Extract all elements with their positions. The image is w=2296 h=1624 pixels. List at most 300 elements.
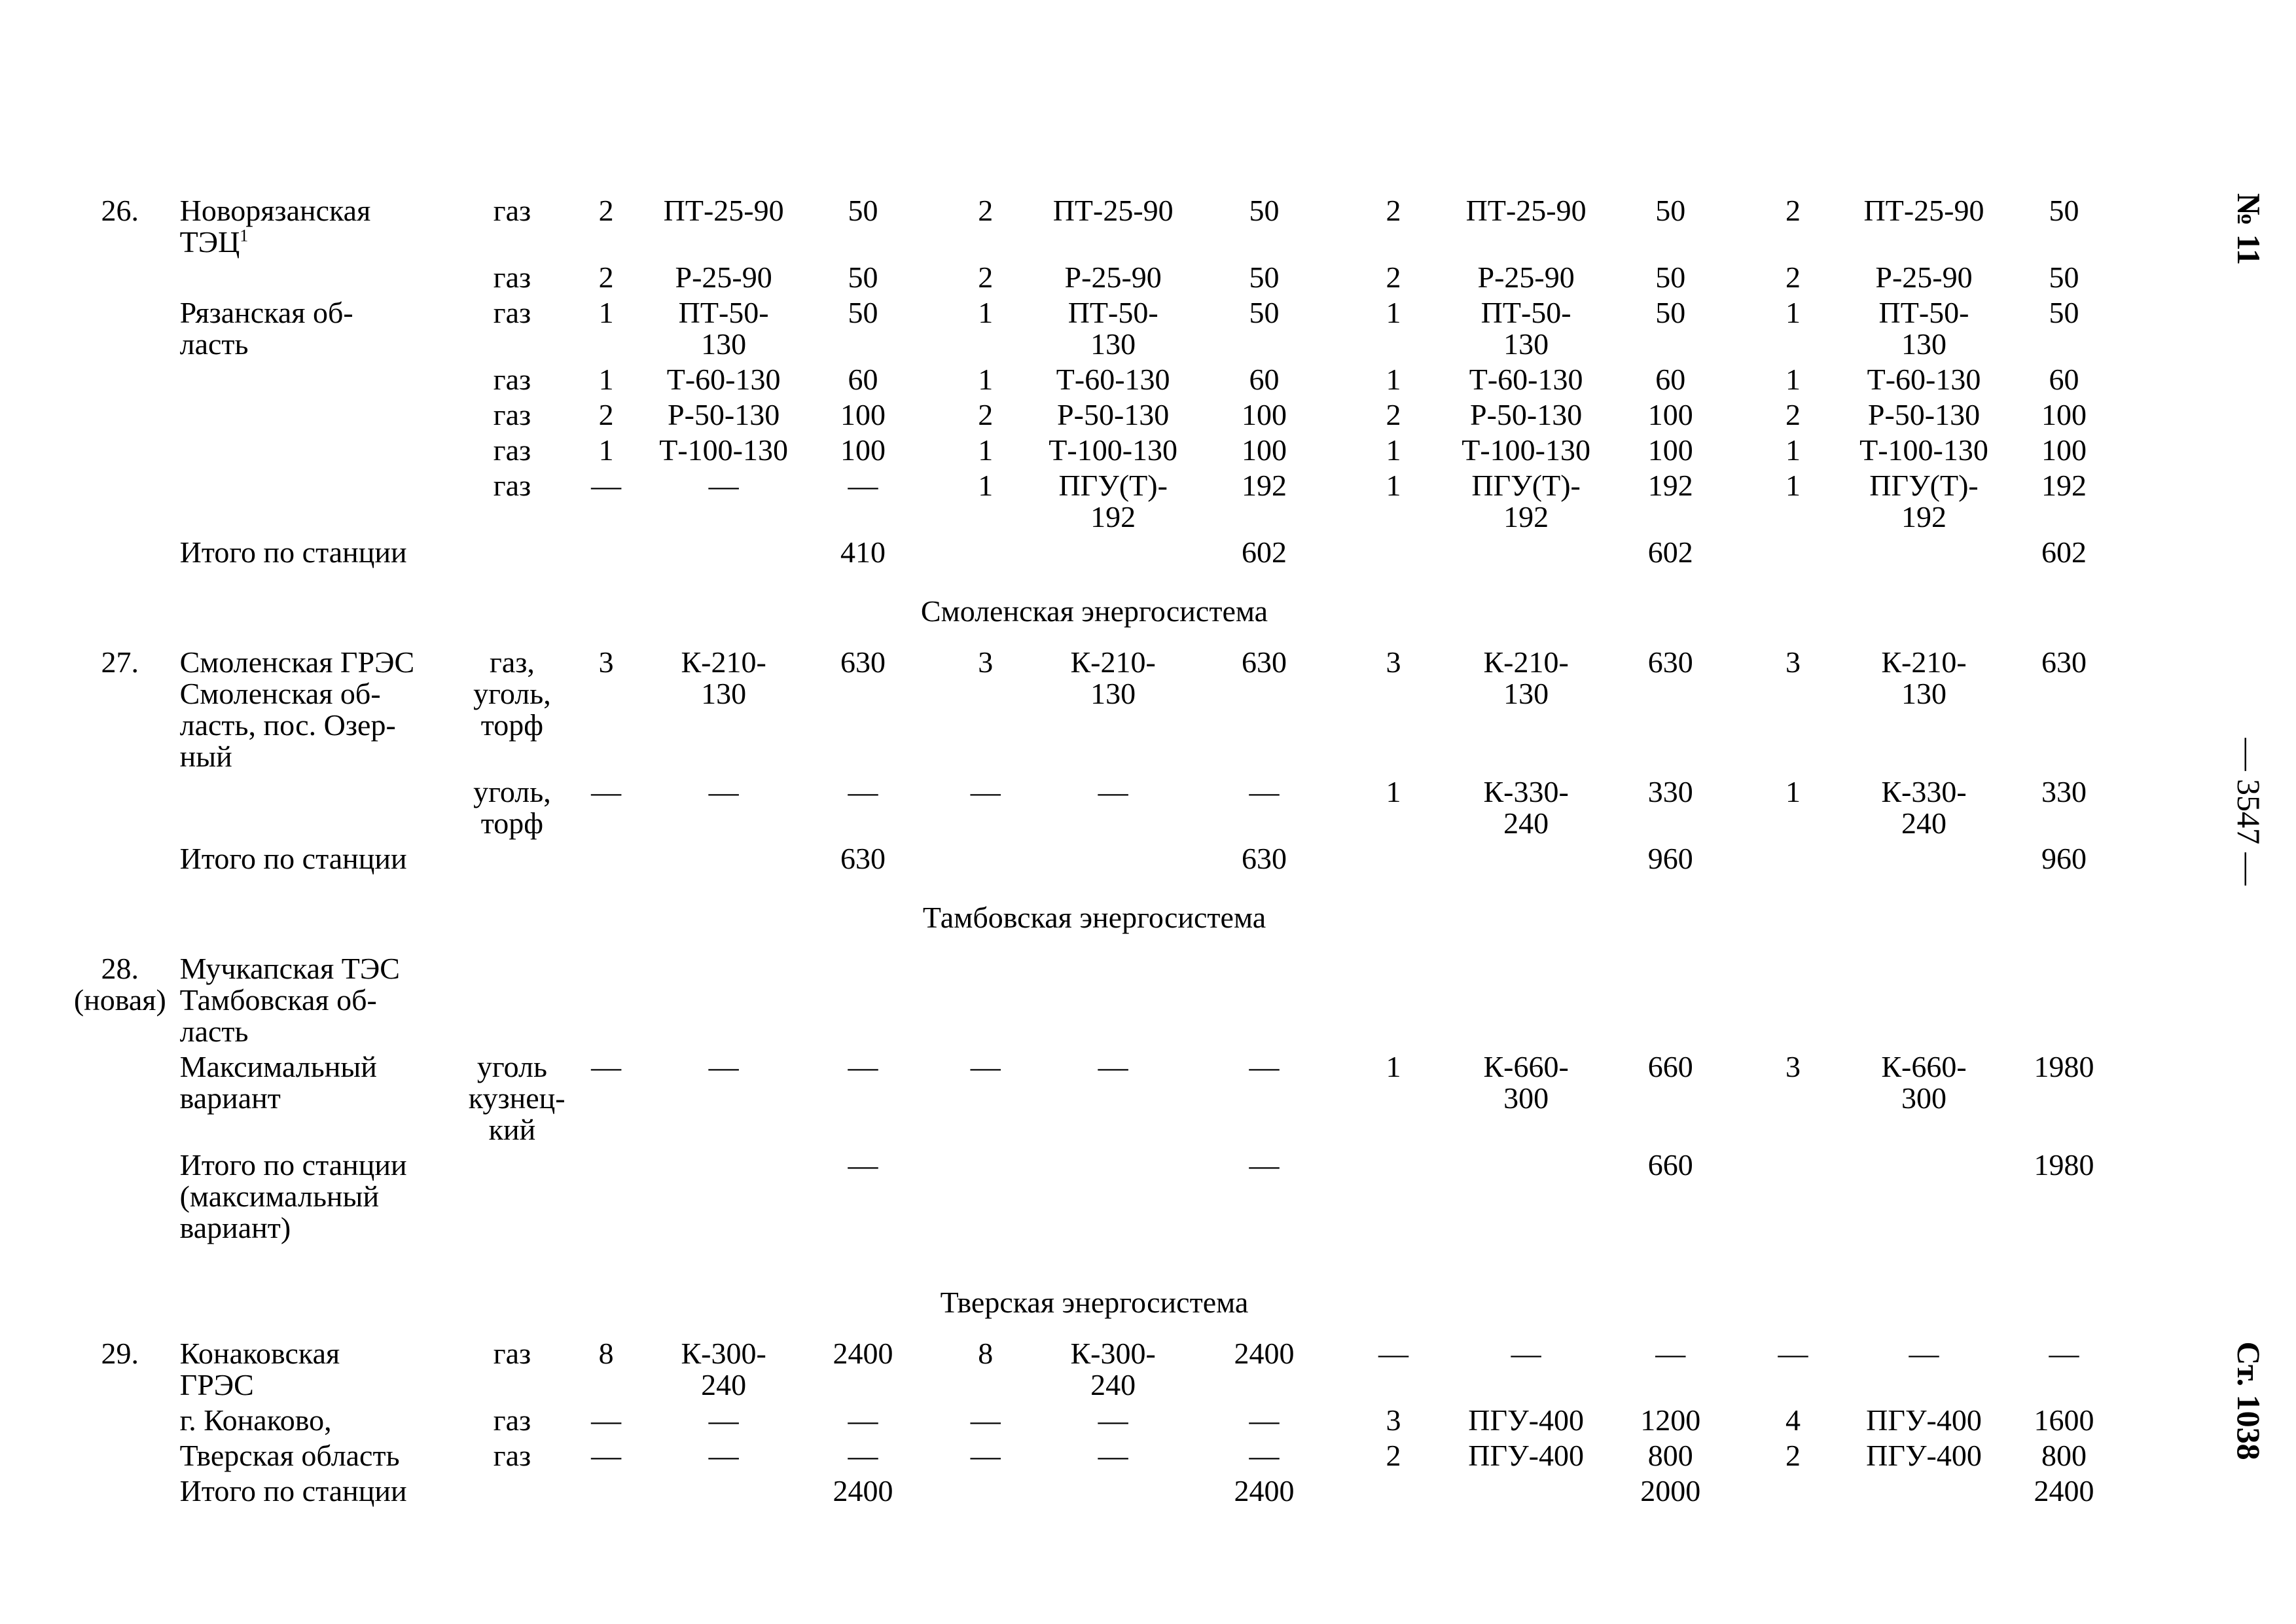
capacity-cell: 100 [2041, 398, 2087, 431]
fuel-cell: уголь, торф [473, 775, 551, 840]
unit-type-cell: ПГУ-400 [1866, 1403, 1982, 1437]
unit-count-cell: — [591, 469, 622, 502]
capacity-cell: — [848, 1439, 878, 1472]
station-name: Тверская область [179, 1439, 400, 1472]
capacity-cell: 50 [1655, 194, 1686, 227]
unit-type-cell: Р-50-130 [1470, 398, 1583, 431]
station-name-text: Новорязанская ТЭЦ [179, 194, 371, 259]
capacity-cell [2000, 953, 2128, 1051]
fuel-cell: газ [493, 261, 531, 294]
capacity-cell: 50 [1655, 296, 1686, 329]
table-cell [1449, 843, 1604, 885]
unit-type-cell: — [1909, 1337, 1939, 1370]
unit-type-cell: ПГУ-400 [1468, 1403, 1584, 1437]
capacity-cell: 192 [1647, 469, 1693, 502]
row-number: 26. [101, 194, 139, 227]
station-name [180, 195, 469, 262]
unit-type-cell: К-660- 300 [1881, 1050, 1967, 1115]
station-name [180, 435, 469, 470]
unit-count-cell: 2 [598, 194, 614, 227]
unit-count-cell [935, 953, 1036, 1051]
unit-count-cell: 1 [598, 296, 614, 329]
unit-type-cell: ПТ-50- 130 [678, 296, 769, 361]
capacity-cell: 50 [848, 296, 878, 329]
unit-count-cell: 2 [1386, 194, 1401, 227]
unit-count-cell [1738, 953, 1848, 1051]
total-label: Итого по станции [179, 1474, 407, 1507]
table-cell [1338, 537, 1448, 579]
station-name [180, 399, 469, 435]
table-cell [1449, 1149, 1604, 1254]
unit-type-cell: ПТ-50- 130 [1480, 296, 1571, 361]
table-cell [469, 537, 556, 579]
capacity-cell: 50 [2049, 296, 2079, 329]
table-cell [935, 1149, 1036, 1254]
unit-type-cell: — [1098, 1050, 1128, 1083]
table-cell [1036, 537, 1191, 579]
total-label: Итого по станции (максимальный вариант) [179, 1148, 407, 1244]
unit-count-cell: — [591, 1439, 622, 1472]
capacity-cell: 100 [1647, 398, 1693, 431]
capacity-cell: 50 [2049, 261, 2079, 294]
unit-type-cell: ПГУ-400 [1866, 1439, 1982, 1472]
unit-type-cell: ПТ-25-90 [663, 194, 784, 227]
row-number [60, 776, 180, 843]
station-name: Максимальный вариант [179, 1050, 377, 1115]
capacity-cell: 100 [840, 398, 886, 431]
unit-count-cell: 2 [598, 261, 614, 294]
capacity-cell: — [2049, 1337, 2079, 1370]
table-cell [935, 1475, 1036, 1517]
unit-count-cell: 1 [1785, 433, 1801, 467]
unit-count-cell: 1 [1386, 469, 1401, 502]
unit-type-cell: Р-50-130 [1057, 398, 1170, 431]
capacity-cell: 100 [1647, 433, 1693, 467]
unit-count-cell: 2 [978, 261, 994, 294]
row-number [60, 262, 180, 297]
capacity-cell [791, 953, 935, 1051]
table-cell [935, 537, 1036, 579]
fuel-cell: газ [493, 1403, 531, 1437]
unit-type-cell: К-300- 240 [681, 1337, 766, 1401]
unit-count-cell: — [970, 1403, 1001, 1437]
station-name [180, 470, 469, 537]
capacity-cell: 60 [1249, 363, 1280, 396]
station-name [180, 262, 469, 297]
capacity-cell: 330 [1647, 775, 1693, 808]
row-number [60, 1149, 180, 1254]
capacity-cell: 100 [840, 433, 886, 467]
table-cell [656, 1149, 791, 1254]
section-header-row [60, 1254, 2128, 1338]
unit-count-cell: 2 [1785, 261, 1801, 294]
unit-type-cell: К-210- 130 [681, 645, 766, 710]
unit-count-cell: 2 [1785, 1439, 1801, 1472]
unit-type-cell: Т-100-130 [1859, 433, 1988, 467]
capacity-cell: 630 [2041, 645, 2087, 679]
unit-count-cell: 4 [1785, 1403, 1801, 1437]
capacity-cell: — [848, 469, 878, 502]
table-row [60, 297, 2128, 364]
table-cell [1848, 537, 2000, 579]
table-cell [1338, 1149, 1448, 1254]
fuel-cell: газ [493, 194, 531, 227]
table-cell [1338, 843, 1448, 885]
unit-type-cell: Р-25-90 [1875, 261, 1973, 294]
row-number: 28. (новая) [73, 952, 166, 1017]
total-capacity: 660 [1647, 1148, 1693, 1182]
table-cell [1848, 1475, 2000, 1517]
fuel-cell: газ [493, 363, 531, 396]
unit-count-cell: — [1378, 1337, 1408, 1370]
total-capacity: 2400 [833, 1474, 893, 1507]
capacity-cell: — [848, 1050, 878, 1083]
unit-count-cell: — [591, 775, 622, 808]
capacity-cell: 50 [2049, 194, 2079, 227]
unit-count-cell: 1 [1386, 433, 1401, 467]
capacity-cell [1604, 953, 1738, 1051]
table-cell [469, 1149, 556, 1254]
total-capacity: — [1249, 1148, 1280, 1182]
table-row [60, 364, 2128, 399]
unit-count-cell: 3 [1386, 1403, 1401, 1437]
unit-count-cell: — [1778, 1337, 1808, 1370]
fuel-cell: газ, уголь, торф [473, 645, 551, 742]
footnote-mark: 1 [240, 226, 249, 245]
table-cell [1848, 843, 2000, 885]
unit-type-cell: — [1098, 1403, 1128, 1437]
table-cell [656, 1475, 791, 1517]
unit-count-cell: 1 [1386, 775, 1401, 808]
unit-type-cell: К-210- 130 [1070, 645, 1156, 710]
unit-type-cell: Р-25-90 [675, 261, 772, 294]
section-header-row [60, 885, 2128, 953]
unit-count-cell: 2 [978, 398, 994, 431]
unit-type-cell: ПТ-50- 130 [1878, 296, 1969, 361]
station-name: г. Конаково, [179, 1403, 332, 1437]
fuel-cell: уголь кузнец- кий [468, 1050, 565, 1146]
unit-type-cell: Т-60-130 [1056, 363, 1170, 396]
unit-count-cell: 1 [1386, 1050, 1401, 1083]
table-row [60, 262, 2128, 297]
unit-type-cell: ПТ-25-90 [1465, 194, 1587, 227]
total-capacity: 960 [2041, 842, 2087, 875]
unit-type-cell: — [1511, 1337, 1541, 1370]
unit-count-cell: 2 [598, 398, 614, 431]
table-cell [1738, 1475, 1848, 1517]
unit-count-cell: 1 [1386, 363, 1401, 396]
unit-type-cell: К-660- 300 [1483, 1050, 1569, 1115]
capacity-cell: 2400 [833, 1337, 893, 1370]
capacity-cell: 100 [1242, 433, 1287, 467]
row-number [60, 364, 180, 399]
unit-count-cell: 3 [1785, 1050, 1801, 1083]
unit-count-cell: — [591, 1050, 622, 1083]
unit-type-cell: К-300- 240 [1070, 1337, 1156, 1401]
section-title: Тамбовская энергосистема [922, 901, 1266, 934]
capacity-cell: 630 [840, 645, 886, 679]
capacity-cell: 50 [1249, 261, 1280, 294]
unit-count-cell: 1 [598, 363, 614, 396]
unit-type-cell: ПГУ(Т)- 192 [1058, 469, 1168, 533]
unit-type-cell: Т-60-130 [1469, 363, 1583, 396]
station-name: Смоленская ГРЭС Смоленская об- ласть, пос. Озер- ный [179, 645, 415, 773]
unit-count-cell: 1 [1785, 363, 1801, 396]
unit-type-cell: Т-100-130 [659, 433, 788, 467]
unit-count-cell: 2 [978, 194, 994, 227]
row-number [60, 470, 180, 537]
capacity-cell: — [1249, 775, 1280, 808]
table-cell [656, 537, 791, 579]
unit-count-cell: — [970, 1050, 1001, 1083]
station-name [180, 776, 469, 843]
table-cell [556, 1149, 656, 1254]
unit-count-cell: 1 [1785, 296, 1801, 329]
capacity-cell: — [848, 1403, 878, 1437]
row-number: 27. [101, 645, 139, 679]
table-cell [556, 1475, 656, 1517]
capacity-cell: 1200 [1640, 1403, 1701, 1437]
table-row [60, 1051, 2128, 1149]
capacity-cell: 60 [848, 363, 878, 396]
unit-type-cell: Р-50-130 [668, 398, 780, 431]
unit-count-cell: 2 [1386, 261, 1401, 294]
row-number [60, 1475, 180, 1517]
unit-type-cell: ПГУ(Т)- 192 [1869, 469, 1979, 533]
table-cell [656, 843, 791, 885]
capacity-cell: 50 [848, 261, 878, 294]
unit-type-cell: К-330- 240 [1483, 775, 1569, 840]
table-row [60, 1338, 2128, 1405]
table-row [60, 195, 2128, 262]
row-number [60, 435, 180, 470]
fuel-cell: газ [493, 398, 531, 431]
table-cell [469, 843, 556, 885]
unit-count-cell: 8 [978, 1337, 994, 1370]
unit-type-cell: — [1098, 1439, 1128, 1472]
table-cell [1449, 537, 1604, 579]
article-number: Ст. 1038 [2231, 1341, 2267, 1460]
unit-count-cell [556, 953, 656, 1051]
total-label: Итого по станции [179, 842, 407, 875]
issue-number: № 11 [2231, 193, 2267, 265]
capacity-cell: 630 [1242, 645, 1287, 679]
unit-type-cell: Т-60-130 [666, 363, 781, 396]
section-header-row [60, 579, 2128, 647]
capacity-cell: 50 [1249, 194, 1280, 227]
table-row [60, 647, 2128, 776]
total-capacity: 630 [840, 842, 886, 875]
row-number [60, 537, 180, 579]
total-capacity: 2000 [1640, 1474, 1701, 1507]
capacity-cell: 800 [1647, 1439, 1693, 1472]
table-cell [1848, 1149, 2000, 1254]
unit-type-cell: К-330- 240 [1881, 775, 1967, 840]
unit-count-cell: 3 [1785, 645, 1801, 679]
table-cell [1738, 537, 1848, 579]
total-capacity: — [848, 1148, 878, 1182]
fuel-cell: газ [493, 433, 531, 467]
capacity-cell: 50 [1249, 296, 1280, 329]
capacity-cell: 800 [2041, 1439, 2087, 1472]
unit-count-cell: — [970, 775, 1001, 808]
capacity-cell: — [1655, 1337, 1686, 1370]
row-number [60, 1051, 180, 1149]
capacity-cell: 60 [2049, 363, 2079, 396]
total-label: Итого по станции [179, 535, 407, 569]
capacity-cell: — [1249, 1403, 1280, 1437]
unit-type-cell: ПГУ(Т)- 192 [1471, 469, 1581, 533]
unit-count-cell [1338, 953, 1448, 1051]
total-capacity: 960 [1647, 842, 1693, 875]
station-total-row [60, 1149, 2128, 1254]
table-row [60, 399, 2128, 435]
fuel-cell: газ [493, 1337, 531, 1370]
capacity-cell: 630 [1647, 645, 1693, 679]
fuel-cell: газ [493, 296, 531, 329]
capacity-cell: 100 [2041, 433, 2087, 467]
capacity-cell: — [1249, 1439, 1280, 1472]
unit-type-cell: К-210- 130 [1881, 645, 1967, 710]
table-row [60, 435, 2128, 470]
section-title: Тверская энергосистема [940, 1286, 1249, 1319]
power-plants-table [60, 195, 2128, 1517]
table-row [60, 776, 2128, 843]
station-total-row [60, 843, 2128, 885]
page-number: — 3547 — [2231, 738, 2267, 886]
unit-count-cell: 1 [1386, 296, 1401, 329]
table-row [60, 953, 2128, 1051]
unit-count-cell: 1 [1785, 469, 1801, 502]
total-capacity: 602 [1647, 535, 1693, 569]
unit-count-cell: 3 [1386, 645, 1401, 679]
unit-count-cell: 2 [1785, 398, 1801, 431]
fuel-cell [469, 953, 556, 1051]
unit-type-cell: Р-25-90 [1064, 261, 1162, 294]
unit-type-cell: ПТ-25-90 [1052, 194, 1174, 227]
capacity-cell: 1980 [2034, 1050, 2094, 1083]
row-number [60, 297, 180, 364]
unit-type-cell: Р-25-90 [1477, 261, 1575, 294]
capacity-cell: 192 [1242, 469, 1287, 502]
row-number [60, 399, 180, 435]
capacity-cell: 50 [848, 194, 878, 227]
table-row [60, 1440, 2128, 1475]
station-name: Конаковская ГРЭС [179, 1337, 340, 1401]
capacity-cell: 660 [1647, 1050, 1693, 1083]
row-number [60, 1405, 180, 1440]
unit-count-cell: 3 [978, 645, 994, 679]
unit-count-cell: 8 [598, 1337, 614, 1370]
unit-count-cell: 3 [598, 645, 614, 679]
unit-type-cell: — [708, 1439, 739, 1472]
unit-count-cell: — [591, 1403, 622, 1437]
unit-type-cell: — [708, 775, 739, 808]
table-body [60, 195, 2128, 1517]
fuel-cell: газ [493, 469, 531, 502]
total-capacity: 2400 [1234, 1474, 1295, 1507]
unit-type-cell: Т-100-130 [1462, 433, 1590, 467]
unit-count-cell: 1 [598, 433, 614, 467]
unit-type-cell: — [708, 1403, 739, 1437]
capacity-cell: 330 [2041, 775, 2087, 808]
unit-type-cell: Р-50-130 [1867, 398, 1981, 431]
table-cell [1738, 1149, 1848, 1254]
table-cell [556, 843, 656, 885]
table-row [60, 470, 2128, 537]
total-capacity: 602 [1242, 535, 1287, 569]
capacity-cell: 192 [2041, 469, 2087, 502]
unit-type-cell: — [1098, 775, 1128, 808]
unit-count-cell: 2 [1386, 1439, 1401, 1472]
unit-count-cell: 2 [1785, 194, 1801, 227]
unit-type-cell: — [708, 1050, 739, 1083]
station-name: Рязанская об- ласть [179, 296, 353, 361]
table-cell [556, 537, 656, 579]
total-capacity: 1980 [2034, 1148, 2094, 1182]
station-name: Мучкапская ТЭС Тамбовская об- ласть [179, 952, 400, 1048]
table-cell [469, 1475, 556, 1517]
unit-type-cell: ПГУ-400 [1468, 1439, 1584, 1472]
capacity-cell: 2400 [1234, 1337, 1295, 1370]
table-cell [1036, 843, 1191, 885]
capacity-cell: — [1249, 1050, 1280, 1083]
unit-type-cell [1449, 953, 1604, 1051]
total-capacity: 410 [840, 535, 886, 569]
table-row [60, 1405, 2128, 1440]
total-capacity: 2400 [2034, 1474, 2094, 1507]
section-title: Смоленская энергосистема [920, 594, 1268, 628]
unit-type-cell: ПТ-50- 130 [1067, 296, 1158, 361]
unit-count-cell: 2 [1386, 398, 1401, 431]
table-cell [1449, 1475, 1604, 1517]
unit-type-cell [656, 953, 791, 1051]
table-cell [1738, 843, 1848, 885]
total-capacity: 602 [2041, 535, 2087, 569]
unit-type-cell: Т-60-130 [1867, 363, 1981, 396]
table-cell [935, 843, 1036, 885]
unit-count-cell: 1 [978, 363, 994, 396]
table-cell [1036, 1475, 1191, 1517]
capacity-cell: 100 [1242, 398, 1287, 431]
fuel-cell: газ [493, 1439, 531, 1472]
total-capacity: 630 [1242, 842, 1287, 875]
unit-type-cell: К-210- 130 [1483, 645, 1569, 710]
capacity-cell: 1600 [2034, 1403, 2094, 1437]
row-number [60, 843, 180, 885]
unit-count-cell: 1 [978, 433, 994, 467]
unit-type-cell [1036, 953, 1191, 1051]
unit-count-cell: — [970, 1439, 1001, 1472]
unit-count-cell: 1 [1785, 775, 1801, 808]
row-number [60, 1440, 180, 1475]
table-cell [1338, 1475, 1448, 1517]
unit-type-cell [1848, 953, 2000, 1051]
unit-type-cell: Т-100-130 [1049, 433, 1178, 467]
station-total-row [60, 1475, 2128, 1517]
station-name [180, 364, 469, 399]
capacity-cell: 60 [1655, 363, 1686, 396]
unit-type-cell: ПТ-25-90 [1863, 194, 1984, 227]
station-total-row [60, 537, 2128, 579]
capacity-cell: — [848, 775, 878, 808]
row-number: 29. [101, 1337, 139, 1370]
capacity-cell: 50 [1655, 261, 1686, 294]
unit-count-cell: 1 [978, 296, 994, 329]
unit-type-cell: — [708, 469, 739, 502]
table-cell [1036, 1149, 1191, 1254]
capacity-cell [1191, 953, 1338, 1051]
